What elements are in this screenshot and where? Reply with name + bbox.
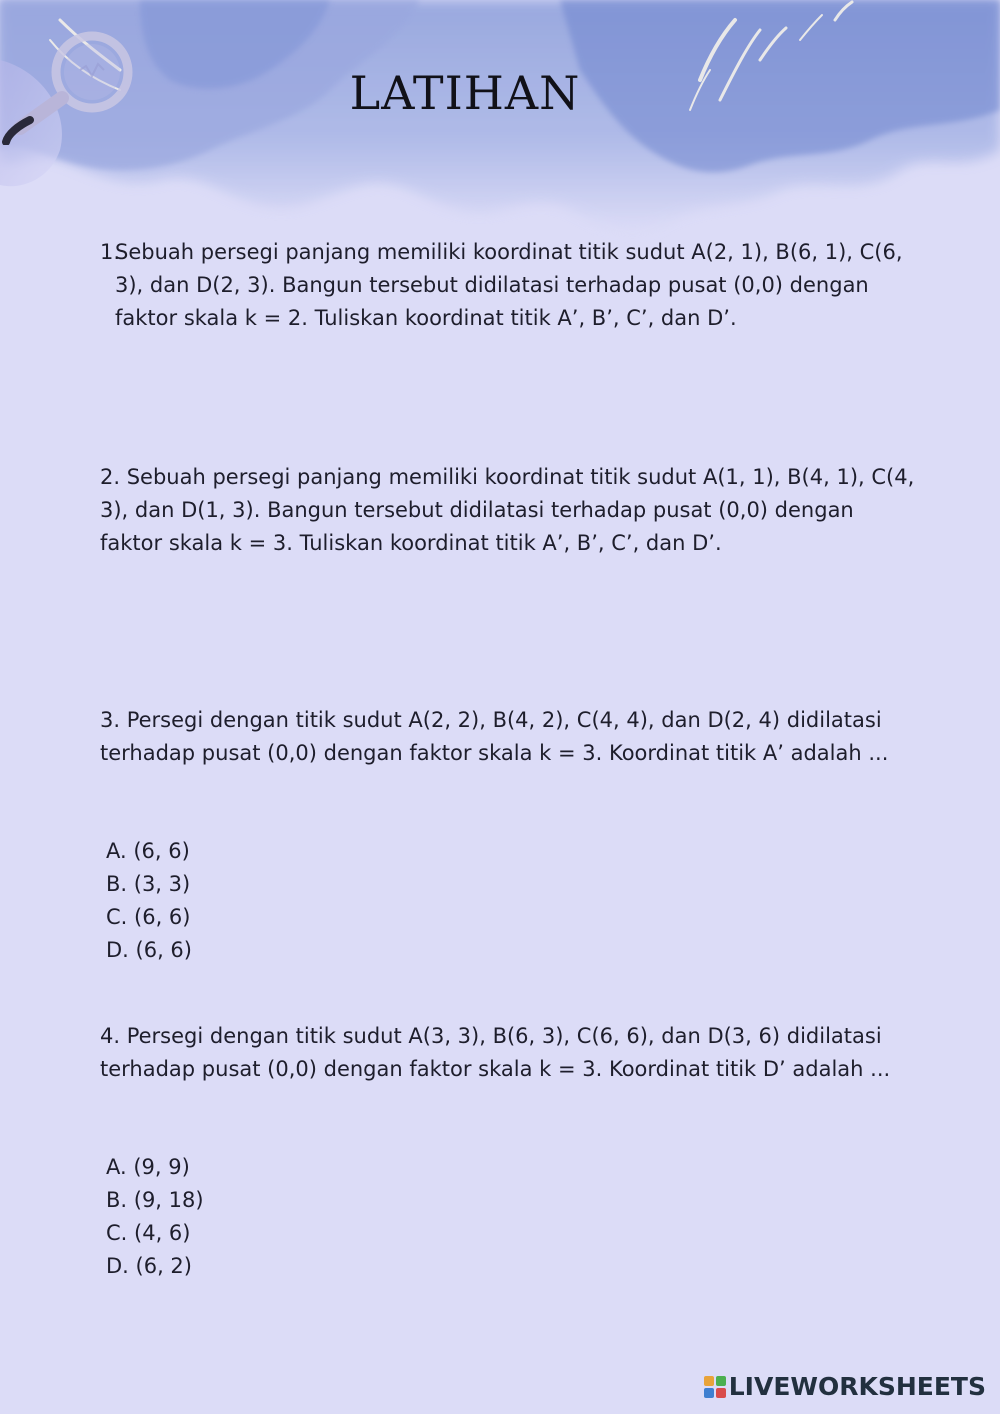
question-number: 1. [100,240,121,264]
option-d[interactable]: D. (6, 6) [106,938,192,962]
question-3: 3. Persegi dengan titik sudut A(2, 2), B(4, 2), C(4, 4), dan D(2, 4) didilatasi terhadap pusat (0,0) dengan faktor skala k = 3. Koordinat titik A’ adalah ... [100,708,889,765]
brand-name: LIVEWORKSHEETS [728,1372,986,1401]
question-4-options [106,1151,204,1283]
page-title: LATIHAN [349,66,581,120]
option-b[interactable]: B. (3, 3) [106,872,191,896]
option-b[interactable]: B. (9, 18) [106,1188,204,1212]
option-c[interactable]: C. (6, 6) [106,905,191,929]
question-text: Sebuah persegi panjang memiliki koordinat titik sudut A(2, 1), B(6, 1), C(6, 3), dan D(2, 3). Bangun tersebut didilatasi terhadap pusat (0,0) dengan faktor skala k = 2. Tuliskan koordinat titik A’, B’, C’, dan D’. [115,240,903,330]
liveworksheets-brand [704,1372,986,1401]
liveworksheets-logo-icon [704,1376,726,1398]
question-3-options [106,835,192,967]
option-a[interactable]: A. (6, 6) [106,839,190,863]
question-1 [100,236,920,335]
option-d[interactable]: D. (6, 2) [106,1254,192,1278]
option-c[interactable]: C. (4, 6) [106,1221,191,1245]
option-a[interactable]: A. (9, 9) [106,1155,190,1179]
question-4: 4. Persegi dengan titik sudut A(3, 3), B(6, 3), C(6, 6), dan D(3, 6) didilatasi terhadap pusat (0,0) dengan faktor skala k = 3. Koordinat titik D’ adalah ... [100,1024,891,1081]
question-2: 2. Sebuah persegi panjang memiliki koordinat titik sudut A(1, 1), B(4, 1), C(4, 3), dan D(1, 3). Bangun tersebut didilatasi terhadap pusat (0,0) dengan faktor skala k = 3. Tuliskan koordinat titik A’, B’, C’, dan D’. [100,465,915,555]
